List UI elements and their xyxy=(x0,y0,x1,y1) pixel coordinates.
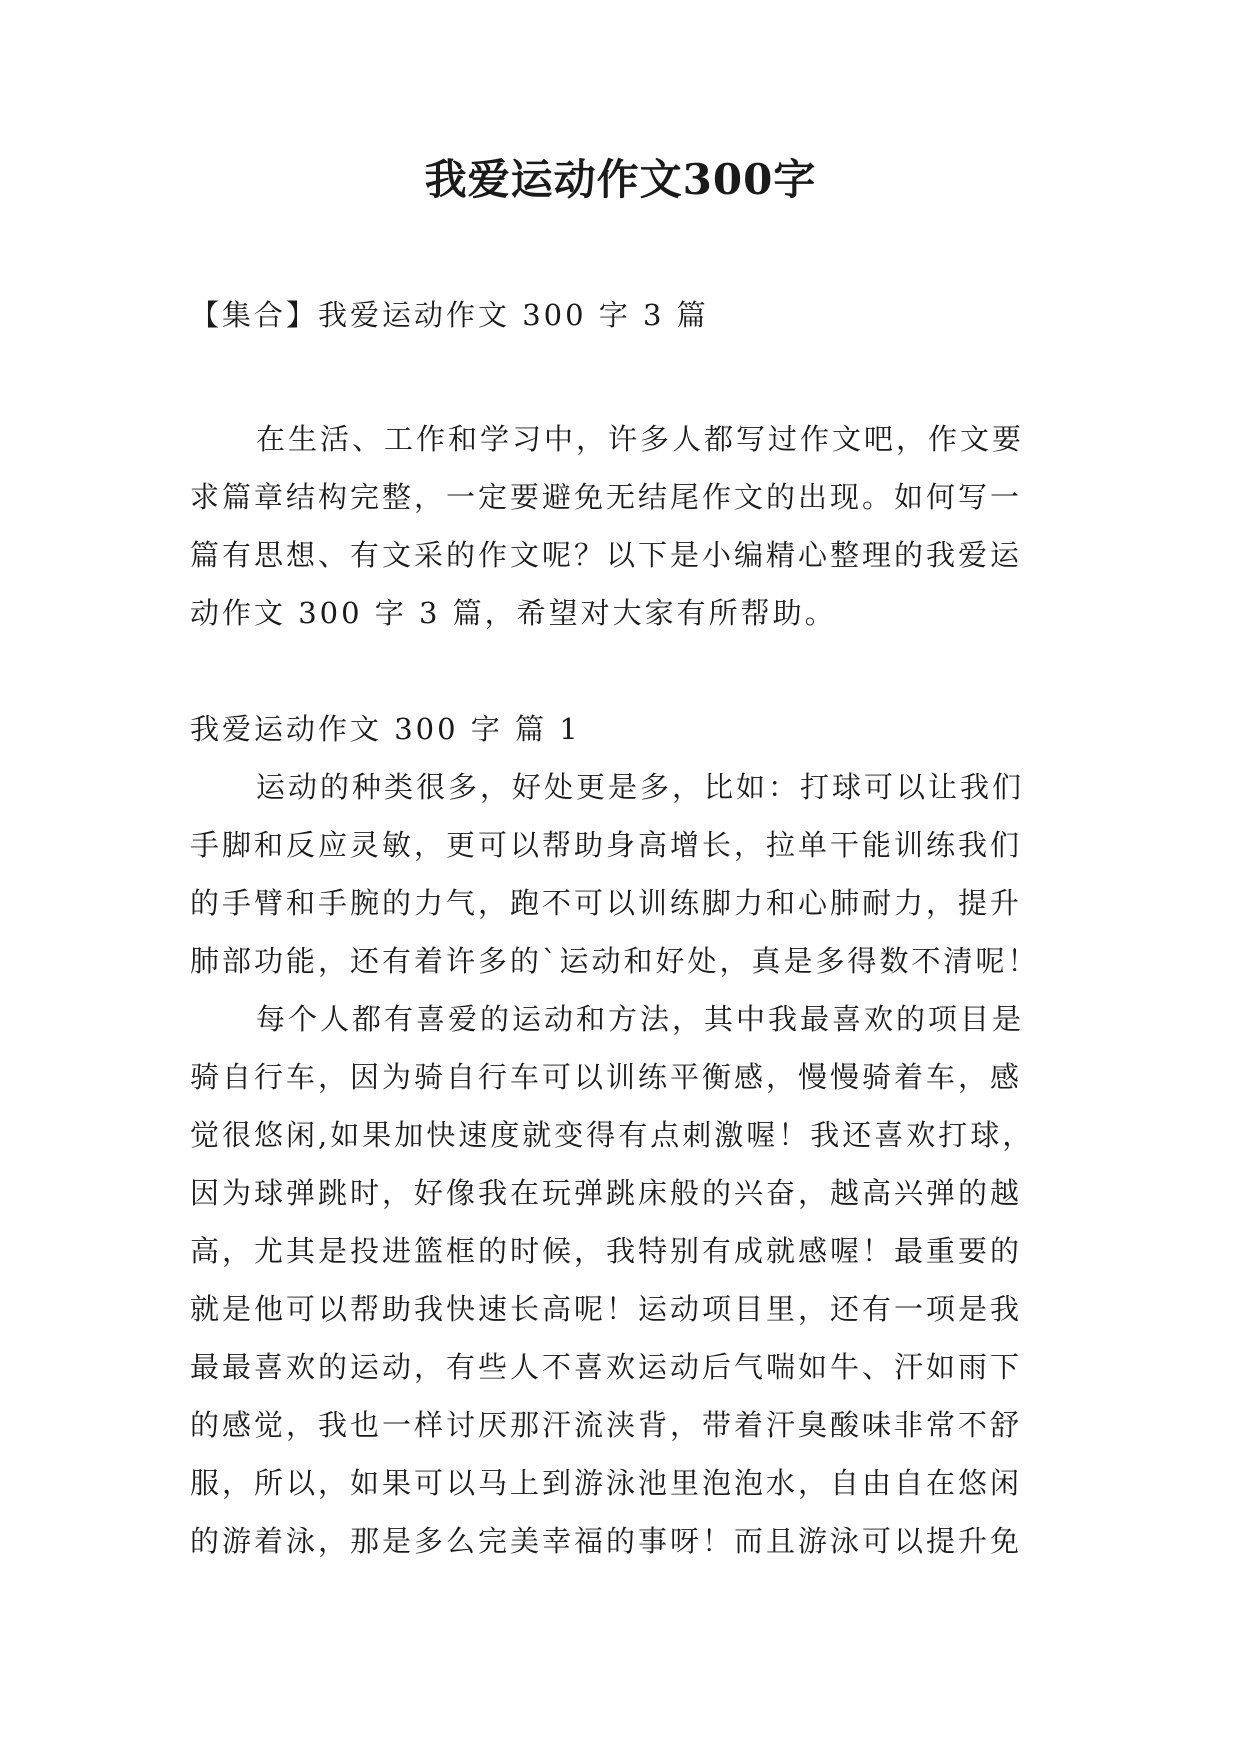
paragraph-line: 手脚和反应灵敏，更可以帮助身高增长，拉单干能训练我们 xyxy=(190,828,1023,862)
paragraph-line: 就是他可以帮助我快速长高呢！运动项目里，还有一项是我 xyxy=(190,1292,1023,1326)
intro-line: 在生活、工作和学习中，许多人都写过作文吧，作文要 xyxy=(256,422,1025,456)
paragraph-line: 最最喜欢的运动，有些人不喜欢运动后气喘如牛、汗如雨下 xyxy=(190,1350,1023,1384)
paragraph-line: 觉很悠闲,如果加快速度就变得有点刺激喔！我还喜欢打球， xyxy=(190,1118,1035,1152)
document-subtitle: 【集合】我爱运动作文 300 字 3 篇 xyxy=(190,298,709,332)
paragraph-1 xyxy=(190,758,1060,990)
paragraph-line: 每个人都有喜爱的运动和方法，其中我最喜欢的项目是 xyxy=(256,1002,1025,1036)
paragraph-2 xyxy=(190,990,1060,1570)
paragraph-line: 高，尤其是投进篮框的时候，我特别有成就感喔！最重要的 xyxy=(190,1234,1023,1268)
paragraph-line: 肺部功能，还有着许多的`运动和好处，真是多得数不清呢！ xyxy=(190,944,1040,978)
paragraph-line: 的感觉，我也一样讨厌那汗流浃背，带着汗臭酸味非常不舒 xyxy=(190,1408,1023,1442)
intro-line: 动作文 300 字 3 篇，希望对大家有所帮助。 xyxy=(190,596,837,630)
intro-line: 求篇章结构完整，一定要避免无结尾作文的出现。如何写一 xyxy=(190,480,1023,514)
paragraph-line: 的手臂和手腕的力气，跑不可以训练脚力和心肺耐力，提升 xyxy=(190,886,1023,920)
document-title: 我爱运动作文300字 xyxy=(424,155,817,204)
paragraph-line: 运动的种类很多，好处更是多，比如：打球可以让我们 xyxy=(256,770,1025,804)
paragraph-line: 服，所以，如果可以马上到游泳池里泡泡水，自由自在悠闲 xyxy=(190,1466,1023,1500)
paragraph-line: 因为球弹跳时，好像我在玩弹跳床般的兴奋，越高兴弹的越 xyxy=(190,1176,1023,1210)
intro-line: 篇有思想、有文采的作文呢？以下是小编精心整理的我爱运 xyxy=(190,538,1023,572)
intro-paragraph xyxy=(190,410,1060,642)
section-heading: 我爱运动作文 300 字 篇 1 xyxy=(190,712,581,746)
paragraph-line: 的游着泳，那是多么完美幸福的事呀！而且游泳可以提升免 xyxy=(190,1524,1023,1558)
paragraph-line: 骑自行车，因为骑自行车可以训练平衡感，慢慢骑着车，感 xyxy=(190,1060,1023,1094)
